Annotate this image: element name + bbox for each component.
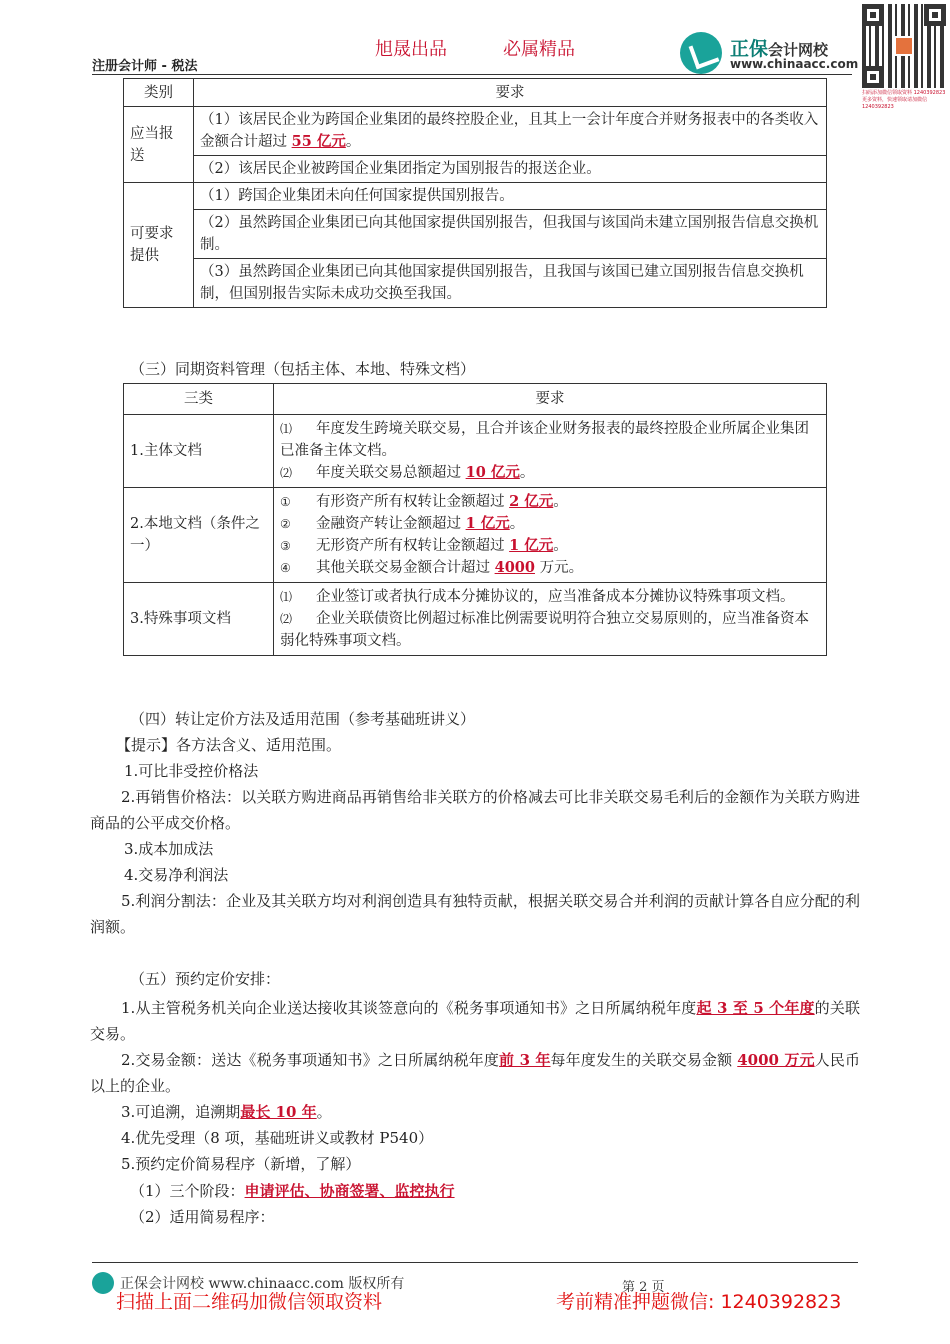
table-row <box>124 488 827 583</box>
requirement-cell: （2）虽然跨国企业集团已向其他国家提供国别报告，但我国与该国尚未建立国别报告信息交换机制。 <box>194 210 827 259</box>
method-5: 5.利润分割法：企业及其关联方均对利润创造具有独特贡献，根据关联交易合并利润的贡献计算各自应分配的利润额。 <box>90 892 860 936</box>
requirement-cell: （2）该居民企业被跨国企业集团指定为国别报告的报送企业。 <box>194 156 827 183</box>
table-header: 三类 <box>124 384 274 415</box>
table-row <box>124 156 827 183</box>
qr-center-logo-icon <box>894 36 914 56</box>
footer-logo-icon <box>92 1272 114 1294</box>
requirement-cell: ⑴ 企业签订或者执行成本分摊协议的，应当准备成本分摊协议特殊事项文档。 ⑵ 企业关联债资比例超过标准比例需要说明符合独立交易原则的，应当准备资本弱化特殊事项文档。 <box>274 583 827 656</box>
footer-promo-right: 考前精准押题微信: 1240392823 <box>556 1291 842 1313</box>
qr-note: 扫码添加微信领取资料 1240392823 更多资料，快速领取请加微信 1240392823 <box>862 90 946 110</box>
header-subject: 注册会计师 - 税法 <box>92 59 198 74</box>
apa-point-5: 5.预约定价简易程序（新增，了解） <box>121 1155 361 1173</box>
method-3: 3.成本加成法 <box>124 840 214 858</box>
requirement-cell: （1）跨国企业集团未向任何国家提供国别报告。 <box>194 183 827 210</box>
category-cell: 2.本地文档（条件之一） <box>124 488 274 583</box>
category-cell: 3.特殊事项文档 <box>124 583 274 656</box>
table-row <box>124 583 827 656</box>
apa-point-2: 2.交易金额：送达《税务事项通知书》之日所属纳税年度前 3 年每年度发生的关联交易金额 4000 万元人民币以上的企业。 <box>90 1051 860 1095</box>
logo-url: www.chinaacc.com <box>730 57 859 71</box>
category-cell: 1.主体文档 <box>124 415 274 488</box>
slogan-right: 必属精品 <box>503 39 575 60</box>
footer-divider <box>92 1262 858 1263</box>
qr-finder-icon <box>924 4 946 26</box>
qr-finder-icon <box>862 4 884 26</box>
chinaacc-logo <box>680 32 860 76</box>
table-row <box>124 415 827 488</box>
apa-point-3: 3.可追溯，追溯期最长 10 年。 <box>121 1103 332 1121</box>
table-row <box>124 210 827 259</box>
requirement-cell: ① 有形资产所有权转让金额超过 2 亿元。 ② 金融资产转让金额超过 1 亿元。 ③ 无形资产所有权转让金额超过 1 亿元。 ④ 其他关联交易金额合计超过 4000 万元。 <box>274 488 827 583</box>
category-cell: 可要求提供 <box>124 183 194 308</box>
table-row <box>124 183 827 210</box>
contemporaneous-docs-table <box>123 383 827 656</box>
page-number: 第 2 页 <box>622 1280 665 1295</box>
footer-copyright: 正保会计网校 www.chinaacc.com 版权所有 <box>120 1276 405 1292</box>
requirement-cell: ⑴ 年度发生跨境关联交易，且合并该企业财务报表的最终控股企业所属企业集团已准备主体文档。 ⑵ 年度关联交易总额超过 10 亿元。 <box>274 415 827 488</box>
method-4: 4.交易净利润法 <box>124 866 229 884</box>
qr-finder-icon <box>862 66 884 88</box>
table-header: 要求 <box>194 79 827 107</box>
table-row <box>124 259 827 308</box>
table-header: 类别 <box>124 79 194 107</box>
logo-mark-icon <box>680 32 722 74</box>
table-header: 要求 <box>274 384 827 415</box>
apa-point-4: 4.优先受理（8 项，基础班讲义或教材 P540） <box>121 1129 434 1147</box>
section-3-title: （三）同期资料管理（包括主体、本地、特殊文档） <box>130 360 476 378</box>
table-row <box>124 107 827 156</box>
section-5-title: （五）预约定价安排： <box>130 970 281 988</box>
method-2: 2.再销售价格法：以关联方购进商品再销售给非关联方的价格减去可比非关联交易毛利后的金额作为关联方购进商品的公平成交价格。 <box>90 788 860 832</box>
requirement-cell: （3）虽然跨国企业集团已向其他国家提供国别报告，且我国与该国已建立国别报告信息交换机制，但国别报告实际未成功交换至我国。 <box>194 259 827 308</box>
section-4-tip: 【提示】各方法含义、适用范围。 <box>116 736 342 754</box>
logo-name: 正保会计网校 <box>730 38 829 60</box>
category-cell: 应当报送 <box>124 107 194 183</box>
qr-code-icon[interactable] <box>862 4 946 88</box>
method-1: 1.可比非受控价格法 <box>124 762 259 780</box>
section-4-title: （四）转让定价方法及适用范围（参考基础班讲义） <box>130 710 476 728</box>
requirement-cell: （1）该居民企业为跨国企业集团的最终控股企业，且其上一会计年度合并财务报表中的各类收入金额合计超过 55 亿元。 <box>194 107 827 156</box>
apa-point-5-2: （2）适用简易程序： <box>130 1208 275 1226</box>
country-report-table <box>123 78 827 308</box>
slogan-left: 旭晟出品 <box>375 39 447 60</box>
apa-point-1: 1.从主管税务机关向企业送达接收其谈签意向的《税务事项通知书》之日所属纳税年度起 3 至 5 个年度的关联交易。 <box>90 999 860 1043</box>
footer-promo-left: 扫描上面二维码加微信领取资料 <box>116 1291 383 1313</box>
apa-point-5-1: （1）三个阶段：申请评估、协商签署、监控执行 <box>130 1182 455 1200</box>
